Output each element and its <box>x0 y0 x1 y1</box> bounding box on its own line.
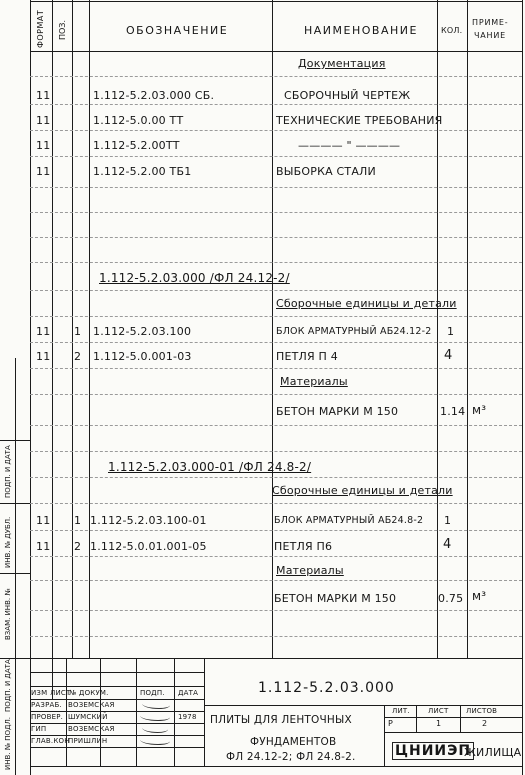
v1-material-name: БЕТОН МАРКИ М 150 <box>276 405 399 418</box>
doc-row-1-format: 11 <box>36 89 51 102</box>
tb-sheet-value: 1 <box>436 719 442 728</box>
title-block-bottom-line <box>30 766 522 767</box>
side-podp-data-1: ПОДП. И ДАТА <box>4 659 12 712</box>
tb-grid-line <box>30 723 204 724</box>
v1-row-1-qty: 1 <box>447 325 455 338</box>
v2-row-2-designation: 1.112-5.0.01.001-05 <box>90 540 207 553</box>
side-podp-data-2: ПОДП. И ДАТА <box>4 445 12 498</box>
col-divider-format <box>52 0 53 658</box>
tb-year: 1978 <box>178 713 197 721</box>
frame-top <box>30 1 522 2</box>
row-line <box>30 187 522 188</box>
header-note-line2: ЧАНИЕ <box>474 31 507 40</box>
variant2-title: 1.112-5.2.03.000-01 /ФЛ 24.8-2/ <box>108 460 312 474</box>
variant1-units-title: Сборочные единицы и детали <box>276 297 457 310</box>
v2-row-2-qty: 4 <box>443 537 452 552</box>
header-bottom-line <box>30 51 522 52</box>
row-line <box>30 580 522 581</box>
row-line <box>30 262 522 263</box>
tb-header-podp: ПОДП. <box>140 689 165 697</box>
tb-org-logo: ЦНИИЭП <box>392 742 474 760</box>
signature-gip <box>142 724 168 733</box>
row-line <box>30 394 522 395</box>
v2-material-qty: 0.75 <box>438 592 464 605</box>
tb-col-line <box>204 658 205 766</box>
row-line <box>30 237 522 238</box>
header-format: ФОРМАТ <box>36 9 45 48</box>
v2-row-1-pos: 1 <box>74 514 82 527</box>
doc-row-3-designation: 1.112-5.2.00ТТ <box>93 139 180 152</box>
tb-header-list: ЛИСТ <box>50 689 71 697</box>
row-line <box>30 451 522 452</box>
doc-row-3-format: 11 <box>36 139 51 152</box>
title-block-top-line <box>30 658 522 659</box>
side-stamp-divider <box>15 358 16 775</box>
tb-header-data: ДАТА <box>178 689 199 697</box>
tb-col-line <box>460 705 461 732</box>
tb-grid-line <box>30 735 204 736</box>
row-line <box>30 130 522 131</box>
v2-row-2-format: 11 <box>36 540 51 553</box>
signature-razrab <box>142 700 170 709</box>
v1-row-2-qty: 4 <box>444 348 453 363</box>
section-documentation-title: Документация <box>298 57 386 70</box>
header-pos: ПОЗ. <box>58 20 67 40</box>
tb-person-gip: ВОЗЕМСКАЯ <box>68 725 115 733</box>
v1-row-1-pos: 1 <box>74 325 82 338</box>
frame-right <box>522 0 523 775</box>
v1-material-note: м³ <box>472 403 487 417</box>
v1-row-1-name: БЛОК АРМАТУРНЫЙ АБ24.12-2 <box>276 326 432 337</box>
tb-role-razrab: РАЗРАБ. <box>31 701 62 709</box>
v2-material-note: м³ <box>472 589 487 603</box>
row-line <box>30 212 522 213</box>
side-stamp-line <box>0 503 30 504</box>
doc-row-2-format: 11 <box>36 114 51 127</box>
tb-person-razrab: ВОЗЕМСКАЯ <box>68 701 115 709</box>
v1-materials-title: Материалы <box>280 375 348 388</box>
tb-col-line <box>66 658 67 766</box>
signature-prover <box>140 712 170 721</box>
row-line <box>30 530 522 531</box>
v2-row-1-format: 11 <box>36 514 51 527</box>
title-block-code-line <box>204 705 522 706</box>
col-divider-pos <box>72 0 73 658</box>
row-line <box>30 503 522 504</box>
doc-row-3-name: ———— " ———— <box>298 139 401 152</box>
row-line <box>30 610 522 611</box>
tb-grid-line <box>384 732 522 733</box>
tb-col-line <box>136 658 137 766</box>
row-line <box>30 477 522 478</box>
header-note-line1: ПРИМЕ- <box>472 18 509 27</box>
tb-header-izm: ИЗМ <box>31 689 48 697</box>
side-stamp-line <box>0 573 30 574</box>
tb-doc-code: 1.112-5.2.03.000 <box>258 680 395 696</box>
tb-person-glavkon: ПРИШЛИН <box>68 737 108 745</box>
tb-grid-line <box>30 672 204 673</box>
doc-row-4-designation: 1.112-5.2.00 ТБ1 <box>93 165 192 178</box>
doc-row-1-name: СБОРОЧНЫЙ ЧЕРТЕЖ <box>284 89 411 102</box>
tb-grid-line <box>30 747 204 748</box>
tb-role-glavkon: ГЛАВ.КОН <box>31 737 70 745</box>
v2-row-1-designation: 1.112-5.2.03.100-01 <box>90 514 207 527</box>
v2-row-1-qty: 1 <box>444 514 452 527</box>
v1-row-1-format: 11 <box>36 325 51 338</box>
side-vzam-inv: ВЗАМ. ИНВ. № <box>4 588 12 640</box>
row-line <box>30 636 522 637</box>
row-line <box>30 342 522 343</box>
side-inv-podl: ИНВ. № ПОДЛ. <box>4 717 12 770</box>
tb-name-line3: ФЛ 24.12-2; ФЛ 24.8-2. <box>226 751 356 763</box>
tb-role-prover: ПРОВЕР. <box>31 713 64 721</box>
tb-header-ndok: № ДОКУМ. <box>69 689 109 697</box>
signature-glavkon <box>140 736 170 745</box>
row-line <box>30 556 522 557</box>
doc-row-2-designation: 1.112-5.0.00 ТТ <box>93 114 184 127</box>
doc-row-4-format: 11 <box>36 165 51 178</box>
tb-sheet-label: ЛИСТ <box>428 707 449 715</box>
tb-role-gip: ГИП <box>31 725 47 733</box>
doc-row-4-name: ВЫБОРКА СТАЛИ <box>276 165 376 178</box>
tb-col-line <box>100 658 101 766</box>
tb-lit-value: Р <box>388 719 394 728</box>
v1-row-2-format: 11 <box>36 350 51 363</box>
side-stamp-line <box>0 440 30 441</box>
tb-lit-label: ЛИТ. <box>392 707 410 715</box>
tb-grid-line <box>30 686 204 687</box>
col-divider-qty <box>437 0 438 658</box>
row-line <box>30 368 522 369</box>
row-line <box>30 425 522 426</box>
row-line <box>30 290 522 291</box>
tb-col-line <box>416 705 417 732</box>
row-line <box>30 76 522 77</box>
v1-row-2-pos: 2 <box>74 350 82 363</box>
col-divider-designation <box>89 0 90 658</box>
doc-row-1-designation: 1.112-5.2.03.000 СБ. <box>93 89 215 102</box>
row-line <box>30 316 522 317</box>
v2-row-2-pos: 2 <box>74 540 82 553</box>
v2-material-name: БЕТОН МАРКИ М 150 <box>274 592 397 605</box>
tb-col-line <box>384 705 385 766</box>
v1-row-2-name: ПЕТЛЯ П 4 <box>276 350 338 363</box>
v1-row-1-designation: 1.112-5.2.03.100 <box>93 325 192 338</box>
header-name: НАИМЕНОВАНИЕ <box>304 24 418 37</box>
v2-materials-title: Материалы <box>276 564 344 577</box>
v2-row-2-name: ПЕТЛЯ П6 <box>274 540 333 553</box>
tb-sheets-value: 2 <box>482 719 488 728</box>
header-designation: ОБОЗНАЧЕНИЕ <box>126 24 229 37</box>
col-divider-note <box>467 0 468 658</box>
tb-sheets-label: ЛИСТОВ <box>466 707 498 715</box>
tb-grid-line <box>384 717 522 718</box>
v1-row-2-designation: 1.112-5.0.001-03 <box>93 350 192 363</box>
side-inv-dubl: ИНВ. № ДУБЛ. <box>4 516 12 568</box>
v2-row-1-name: БЛОК АРМАТУРНЫЙ АБ24.8-2 <box>274 515 424 526</box>
header-qty: КОЛ. <box>441 26 463 35</box>
variant1-title: 1.112-5.2.03.000 /ФЛ 24.12-2/ <box>99 271 290 285</box>
v1-material-qty: 1.14 <box>440 405 466 418</box>
doc-row-2-name: ТЕХНИЧЕСКИЕ ТРЕБОВАНИЯ <box>276 114 443 127</box>
tb-person-prover: ШУМСКИЙ <box>68 713 108 721</box>
tb-org-name: ЖИЛИЩА <box>464 746 522 759</box>
tb-name-line2: ФУНДАМЕНТОВ <box>250 736 337 748</box>
col-divider-name <box>272 0 273 658</box>
variant2-units-title: Сборочные единицы и детали <box>272 484 453 497</box>
tb-name-line1: ПЛИТЫ ДЛЯ ЛЕНТОЧНЫХ <box>210 714 352 726</box>
row-line <box>30 104 522 105</box>
tb-grid-line <box>30 699 204 700</box>
tb-grid-line <box>30 711 204 712</box>
tb-col-line <box>174 658 175 766</box>
row-line <box>30 156 522 157</box>
